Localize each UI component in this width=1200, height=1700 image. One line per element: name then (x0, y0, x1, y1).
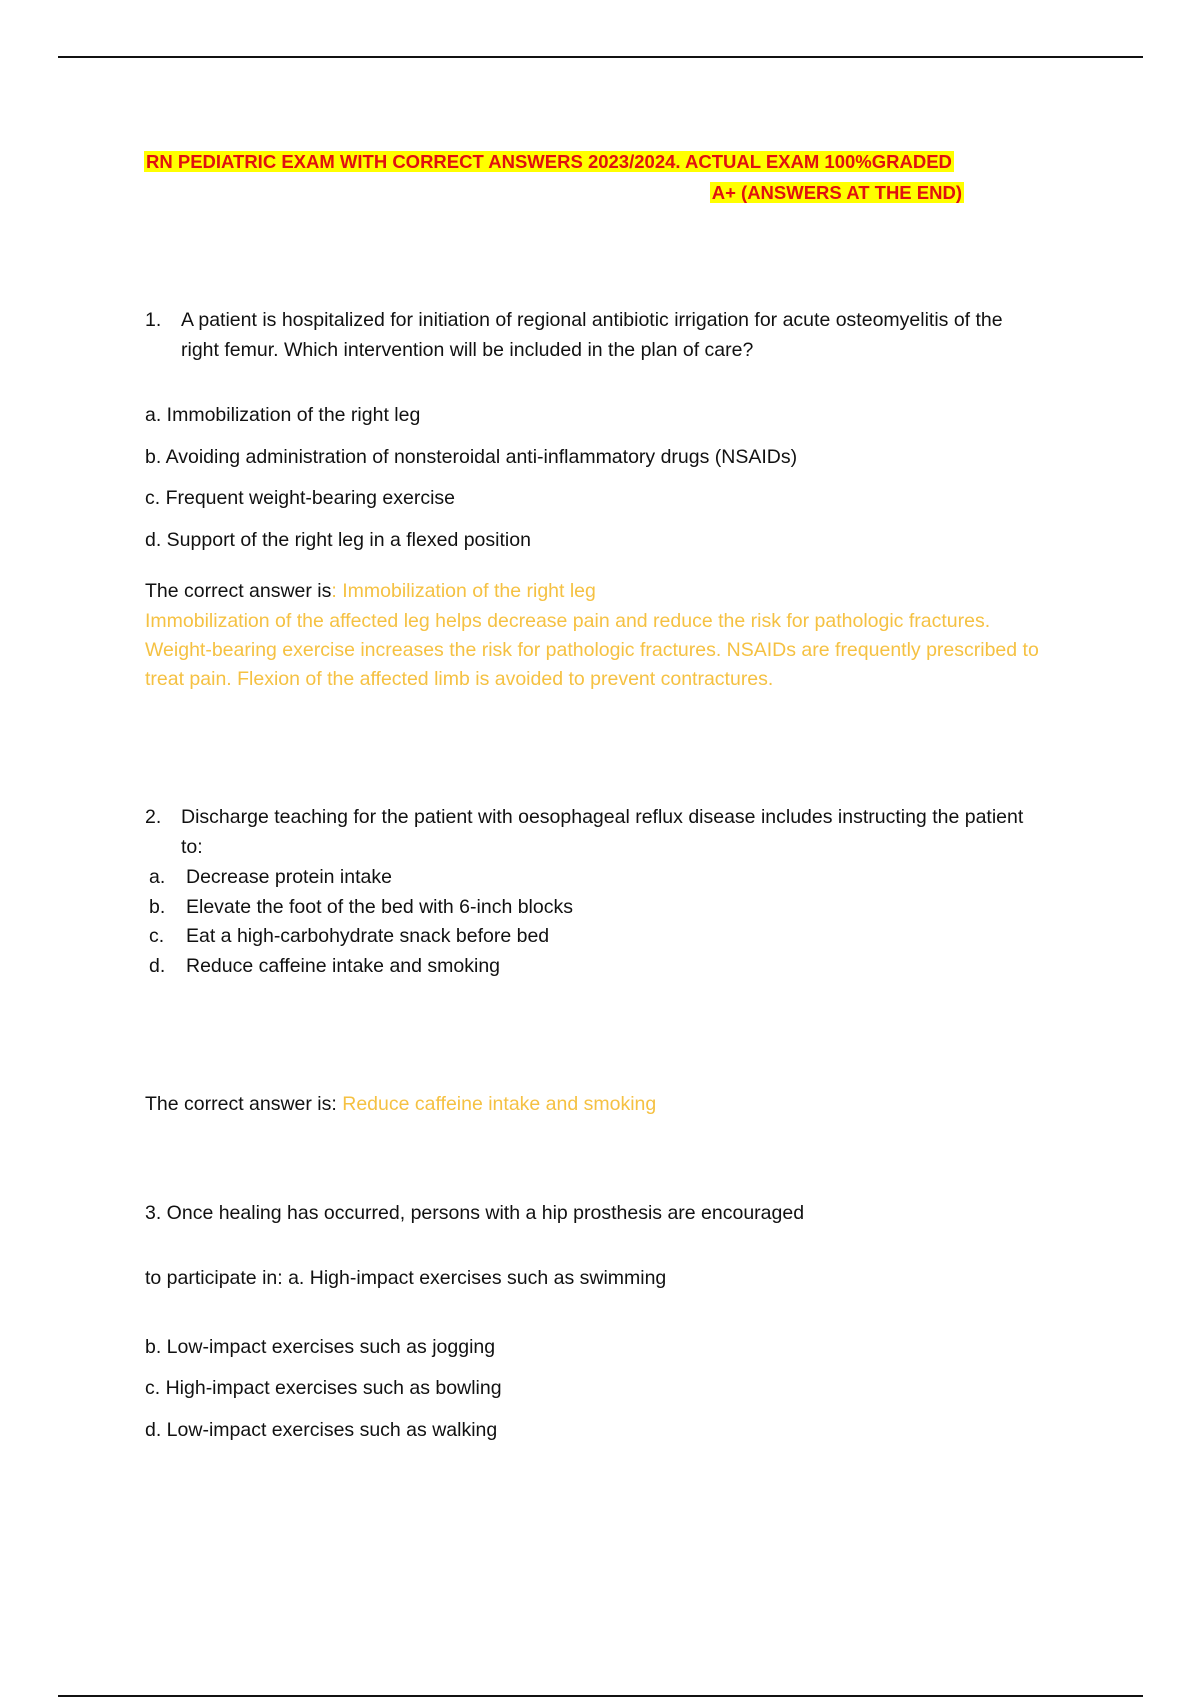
option-a-letter: a. (149, 866, 166, 888)
explanation-line: Weight-bearing exercise increases the risk for pathologic fractures. NSAIDs are frequently prescribed to (145, 639, 1039, 661)
option-c: Eat a high-carbohydrate snack before bed (186, 925, 550, 947)
question-number: 2. (145, 806, 162, 828)
correct-answer-value: : Immobilization of the right leg (331, 580, 596, 602)
question-number: 1. (145, 309, 162, 331)
option-d: Reduce caffeine intake and smoking (186, 955, 501, 977)
option-b: b. Avoiding administration of nonsteroidal anti-inflammatory drugs (NSAIDs) (145, 446, 798, 468)
option-a: a. Immobilization of the right leg (145, 404, 421, 426)
option-d: d. Support of the right leg in a flexed position (145, 529, 531, 551)
correct-answer-label: The correct answer is (145, 580, 332, 602)
correct-answer-label: The correct answer is: (145, 1093, 343, 1115)
option-d: d. Low-impact exercises such as walking (145, 1419, 498, 1441)
question-text: to: (181, 836, 203, 858)
option-b: b. Low-impact exercises such as jogging (145, 1336, 496, 1358)
explanation-line: Immobilization of the affected leg helps decrease pain and reduce the risk for pathologic fractures. (145, 610, 991, 632)
correct-answer-value: Reduce caffeine intake and smoking (342, 1093, 657, 1115)
top-rule (58, 56, 1143, 58)
question-text: right femur. Which intervention will be included in the plan of care? (181, 339, 754, 361)
bottom-rule (58, 1695, 1143, 1697)
explanation-line: treat pain. Flexion of the affected limb is avoided to prevent contractures. (145, 668, 774, 690)
option-a: Decrease protein intake (186, 866, 392, 888)
exam-title-line-2: A+ (ANSWERS AT THE END) (711, 182, 962, 203)
option-b-letter: b. (149, 896, 166, 918)
question-text: 3. Once healing has occurred, persons with a hip prosthesis are encouraged (145, 1202, 805, 1224)
question-text: to participate in: a. High-impact exercises such as swimming (145, 1267, 667, 1289)
option-c: c. Frequent weight-bearing exercise (145, 487, 455, 509)
correct-answer (145, 1089, 656, 1119)
correct-answer (145, 576, 596, 606)
option-c: c. High-impact exercises such as bowling (145, 1377, 502, 1399)
option-c-letter: c. (149, 925, 165, 947)
exam-title-line-1: RN PEDIATRIC EXAM WITH CORRECT ANSWERS 2023/2024. ACTUAL EXAM 100%GRADED (146, 151, 952, 172)
option-d-letter: d. (149, 955, 166, 977)
question-text: A patient is hospitalized for initiation of regional antibiotic irrigation for acute osteomyelitis of the (181, 309, 1003, 331)
question-text: Discharge teaching for the patient with oesophageal reflux disease includes instructing the patient (181, 806, 1024, 828)
option-b: Elevate the foot of the bed with 6-inch blocks (186, 896, 573, 918)
